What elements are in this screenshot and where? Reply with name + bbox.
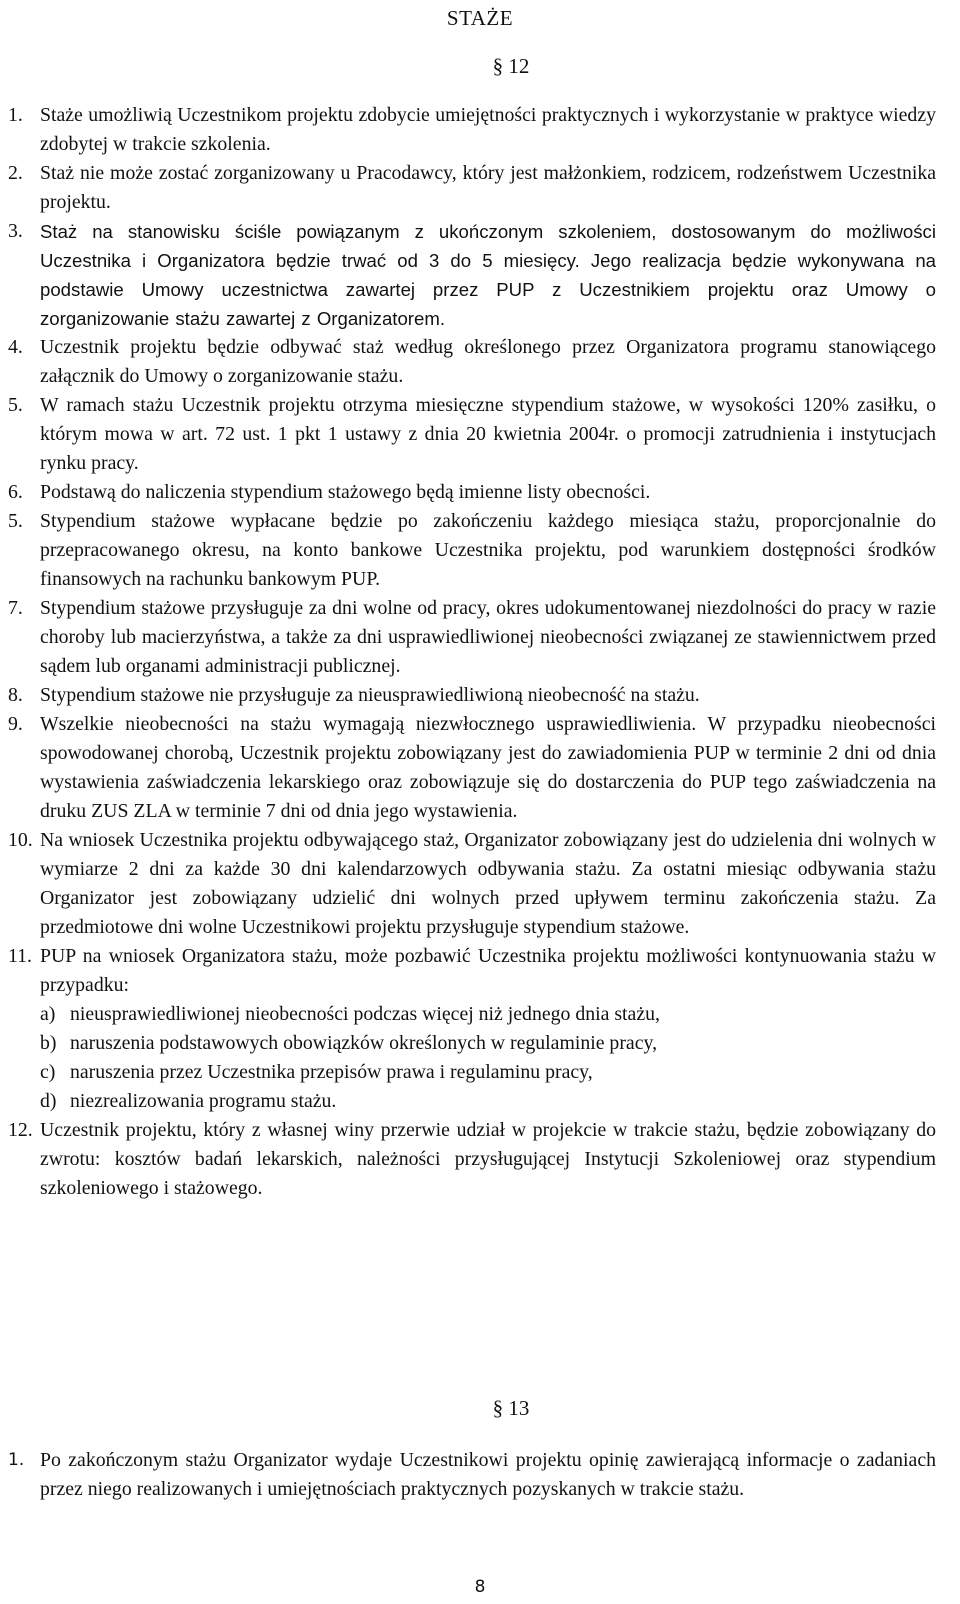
item-number: 4. <box>8 336 23 358</box>
list-item <box>8 478 936 507</box>
list-item <box>8 594 936 681</box>
list-item <box>8 826 936 942</box>
section-12-body <box>8 101 936 1203</box>
item-text: Stypendium stażowe nie przysługuje za nieusprawiedliwioną nieobecność na stażu. <box>40 684 700 706</box>
list-item <box>8 942 936 1116</box>
item-text: Uczestnik projektu, który z własnej winy przerwie udział w projekcie w trakcie stażu, będzie zobowiązany do zwrotu: kosztów badań lekarskich, należności przysługującej Instytucji Szkoleniowej oraz stypendium szkoleniowego i stażowego. <box>40 1119 936 1199</box>
list-item <box>8 333 936 391</box>
list-item <box>8 507 936 594</box>
sub-item <box>40 1087 936 1116</box>
sub-item-text: niezrealizowania programu stażu. <box>70 1090 337 1112</box>
sub-list <box>40 1000 936 1116</box>
sub-item-text: nieusprawiedliwionej nieobecności podczas więcej niż jednego dnia stażu, <box>70 1003 660 1025</box>
item-text: Uczestnik projektu będzie odbywać staż według określonego przez Organizatora programu stanowiącego załącznik do Umowy o zorganizowanie stażu. <box>40 336 936 387</box>
sub-item-letter: b) <box>40 1032 57 1054</box>
sub-item-letter: d) <box>40 1090 57 1112</box>
list-item <box>8 217 936 333</box>
sub-item <box>40 1000 936 1029</box>
item-text: Staż nie może zostać zorganizowany u Pracodawcy, który jest małżonkiem, rodzicem, rodzeństwem Uczestnika projektu. <box>40 162 936 213</box>
item-text: Podstawą do naliczenia stypendium stażowego będą imienne listy obecności. <box>40 481 651 503</box>
item-number: 3. <box>8 220 23 242</box>
item-number: 6. <box>8 481 23 503</box>
sub-item-text: naruszenia podstawowych obowiązków określonych w regulaminie pracy, <box>70 1032 658 1054</box>
list-item <box>8 101 936 159</box>
item-number: 5. <box>8 394 23 416</box>
item-number: 7. <box>8 597 23 619</box>
item-text: Wszelkie nieobecności na stażu wymagają niezwłocznego usprawiedliwienia. W przypadku nieobecności spowodowanej chorobą, Uczestnik projektu zobowiązany jest do zawiadomienia PUP w terminie 2 dni od dnia wystawienia zaświadczenia lekarskiego oraz zobowiązuje się do dostarczenia do PUP tego zaświadczenia na druku ZUS ZLA w terminie 7 dni od dnia jego wystawienia. <box>40 713 936 822</box>
document-title: STAŻE <box>446 6 514 30</box>
item-content <box>40 942 936 1116</box>
item-text: Po zakończonym stażu Organizator wydaje Uczestnikowi projektu opinię zawierającą informacje o zadaniach przez niego realizowanych i umiejętnościach praktycznych pozyskanych w trakcie stażu. <box>40 1449 936 1500</box>
sub-item <box>40 1058 936 1087</box>
list-item <box>8 391 936 478</box>
page-number: 8 <box>474 1577 486 1597</box>
item-number: 1. <box>8 104 23 126</box>
item-text: PUP na wniosek Organizatora stażu, może pozbawić Uczestnika projektu możliwości kontynuowania stażu w przypadku: <box>40 945 936 996</box>
item-number: 10. <box>8 829 33 851</box>
list-item <box>8 1446 936 1504</box>
section-13-body <box>8 1446 936 1504</box>
item-text: Na wniosek Uczestnika projektu odbywającego staż, Organizator zobowiązany jest do udzielenia dni wolnych w wymiarze 2 dni za każde 30 dni kalendarzowych odbywania stażu. Za ostatni miesiąc odbywania stażu Organizator jest zobowiązany udzielić dni wolnych przed upływem terminu zakończenia stażu. Za przedmiotowe dni wolne Uczestnikowi projektu przysługuje stypendium stażowe. <box>40 829 936 938</box>
sub-item-text: naruszenia przez Uczestnika przepisów prawa i regulaminu pracy, <box>70 1061 593 1083</box>
item-number: 5. <box>8 510 23 532</box>
section-13-heading: § 13 <box>492 1396 530 1420</box>
item-text: W ramach stażu Uczestnik projektu otrzyma miesięczne stypendium stażowe, w wysokości 120% zasiłku, o którym mowa w art. 72 ust. 1 pkt 1 ustawy z dnia 20 kwietnia 2004r. o promocji zatrudnienia i instytucjach rynku pracy. <box>40 394 936 474</box>
item-number: 1. <box>8 1450 25 1470</box>
item-text: Staże umożliwią Uczestnikom projektu zdobycie umiejętności praktycznych i wykorzystanie w praktyce wiedzy zdobytej w trakcie szkolenia. <box>40 104 936 155</box>
item-number: 2. <box>8 162 23 184</box>
list-item <box>8 1116 936 1203</box>
list-item <box>8 710 936 826</box>
item-text: Stypendium stażowe przysługuje za dni wolne od pracy, okres udokumentowanej niezdolności do pracy w razie choroby lub macierzyństwa, a także za dni usprawiedliwionej nieobecności związanej ze stawiennictwem przed sądem lub organami administracji publicznej. <box>40 597 936 677</box>
item-number: 12. <box>8 1119 33 1141</box>
item-number: 8. <box>8 684 23 706</box>
item-text: Staż na stanowisku ściśle powiązanym z ukończonym szkoleniem, dostosowanym do możliwości Uczestnika i Organizatora będzie trwać od 3 do 5 miesięcy. Jego realizacja będzie wykonywana na podstawie Umowy uczestnictwa zawartej przez PUP z Uczestnikiem projektu oraz Umowy o zorganizowanie stażu zawartej z Organizatorem. <box>40 221 936 329</box>
sub-item-letter: c) <box>40 1061 56 1083</box>
list-item <box>8 681 936 710</box>
item-number: 11. <box>8 945 32 967</box>
item-number: 9. <box>8 713 23 735</box>
item-text: Stypendium stażowe wypłacane będzie po zakończeniu każdego miesiąca stażu, proporcjonalnie do przepracowanego okresu, na konto bankowe Uczestnika projektu, pod warunkiem dostępności środków finansowych na rachunku bankowym PUP. <box>40 510 936 590</box>
sub-item-letter: a) <box>40 1003 56 1025</box>
section-12-heading: § 12 <box>492 54 530 78</box>
list-item <box>8 159 936 217</box>
sub-item <box>40 1029 936 1058</box>
